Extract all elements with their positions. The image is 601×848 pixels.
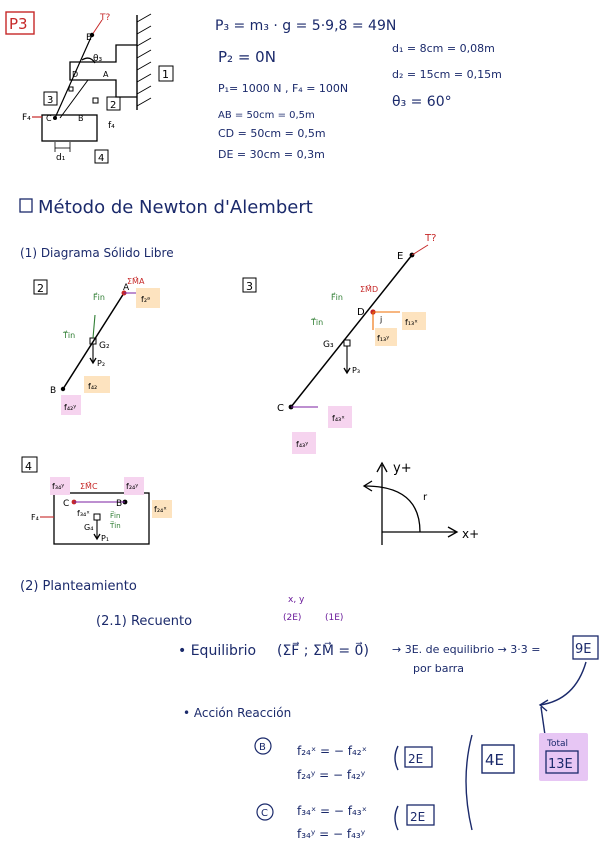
svg-text:DE = 30cm = 0,3m: DE = 30cm = 0,3m: [218, 148, 325, 161]
svg-text:f₁₃ʸ: f₁₃ʸ: [377, 334, 390, 343]
svg-text:4: 4: [25, 460, 32, 473]
svg-text:B: B: [116, 499, 123, 509]
svg-text:P₃ = m₃ · g = 5·9,8 = 49N: P₃ = m₃ · g = 5·9,8 = 49N: [215, 18, 397, 34]
svg-text:E: E: [86, 33, 92, 43]
svg-text:13E: 13E: [548, 757, 573, 772]
svg-text:1: 1: [162, 68, 169, 81]
svg-text:3: 3: [47, 95, 54, 106]
svg-text:T?: T?: [425, 233, 437, 244]
svg-text:f₄₂ʸ: f₄₂ʸ: [64, 403, 77, 412]
given-data: [215, 18, 502, 161]
svg-text:P₂: P₂: [97, 359, 106, 368]
svg-text:P₁= 1000 N , F₄ = 100N: P₁= 1000 N , F₄ = 100N: [218, 82, 349, 95]
svg-text:f₁₃ˣ: f₁₃ˣ: [405, 318, 418, 327]
svg-text:T⃗in: T⃗in: [311, 318, 324, 327]
axes-convention: [364, 461, 479, 545]
svg-text:f₃₄ʸ = − f₄₃ʸ: f₃₄ʸ = − f₄₃ʸ: [297, 827, 366, 841]
arrows-to-total: [540, 662, 586, 735]
svg-text:θ₃ = 60°: θ₃ = 60°: [392, 94, 452, 110]
subsection-2-1: (2.1) Recuento: [96, 614, 193, 629]
svg-text:P₂ = 0N: P₂ = 0N: [218, 48, 276, 66]
problem-tag: [6, 12, 34, 34]
svg-text:C: C: [63, 499, 70, 509]
svg-text:F⃗in: F⃗in: [93, 293, 105, 302]
svg-text:T⃗in: T⃗in: [110, 522, 121, 530]
svg-text:P3: P3: [9, 15, 28, 33]
svg-text:B: B: [50, 386, 57, 396]
svg-text:C: C: [261, 808, 268, 819]
svg-text:P₃: P₃: [352, 366, 361, 375]
svg-text:T?: T?: [100, 13, 111, 23]
svg-text:x+: x+: [462, 527, 480, 541]
svg-text:f₂ᵃ: f₂ᵃ: [141, 295, 151, 304]
svg-text:f₄₂: f₄₂: [88, 382, 98, 391]
section-title: [20, 197, 313, 218]
svg-text:2E: 2E: [408, 752, 424, 766]
svg-text:Método de Newton d'Alembert: Método de Newton d'Alembert: [38, 197, 313, 218]
svg-text:2: 2: [110, 100, 117, 111]
svg-text:f₂₄ʸ = − f₄₂ʸ: f₂₄ʸ = − f₄₂ʸ: [297, 768, 366, 782]
svg-text:B: B: [259, 742, 266, 753]
svg-text:E: E: [397, 251, 404, 262]
svg-text:Total: Total: [547, 739, 569, 749]
svg-text:y+: y+: [393, 461, 412, 476]
svg-text:2: 2: [37, 282, 44, 295]
fbd-bar-4: [22, 457, 172, 544]
svg-text:x, y: x, y: [288, 595, 305, 605]
svg-text:(ΣF⃗ ; ΣM⃗ = 0⃗): (ΣF⃗ ; ΣM⃗ = 0⃗): [277, 643, 369, 659]
svg-text:G₄: G₄: [84, 523, 94, 532]
svg-text:B: B: [78, 114, 84, 123]
svg-text:• Acción Reacción: • Acción Reacción: [183, 706, 292, 720]
svg-text:θ₃: θ₃: [93, 54, 103, 64]
svg-text:9E: 9E: [575, 642, 592, 657]
svg-text:C: C: [277, 403, 284, 414]
svg-text:P₁: P₁: [101, 534, 110, 543]
svg-text:G₃: G₃: [323, 340, 334, 350]
svg-text:F₄: F₄: [31, 513, 39, 522]
svg-text:→ 3E. de equilibrio → 3·3 =: → 3E. de equilibrio → 3·3 =: [392, 643, 541, 656]
svg-text:F₄: F₄: [22, 113, 31, 123]
svg-text:f₄₃ˣ: f₄₃ˣ: [332, 414, 345, 423]
svg-text:ΣM⃗C: ΣM⃗C: [80, 482, 98, 491]
svg-text:2E: 2E: [410, 810, 426, 824]
svg-text:A: A: [103, 70, 109, 79]
subsection-2: (2) Planteamiento: [20, 579, 137, 594]
svg-text:f₂₄ʸ: f₂₄ʸ: [126, 482, 139, 491]
fbd-bar-2: [34, 276, 160, 415]
svg-text:3: 3: [246, 280, 253, 293]
svg-text:(1E): (1E): [325, 613, 344, 623]
svg-text:(2E): (2E): [283, 613, 302, 623]
svg-text:D: D: [357, 307, 365, 318]
svg-text:4E: 4E: [485, 751, 505, 769]
svg-text:por barra: por barra: [413, 662, 465, 675]
action-reaction-block: [183, 706, 514, 841]
svg-text:D: D: [72, 70, 79, 79]
equilibrium-row: [178, 595, 598, 675]
svg-text:F⃗in: F⃗in: [110, 512, 121, 520]
svg-text:ΣM⃗A: ΣM⃗A: [127, 277, 145, 286]
svg-text:d₁ = 8cm = 0,08m: d₁ = 8cm = 0,08m: [392, 42, 495, 55]
svg-text:A: A: [123, 283, 130, 293]
svg-text:j: j: [380, 315, 383, 324]
svg-text:r: r: [423, 492, 428, 503]
svg-text:T⃗in: T⃗in: [63, 331, 76, 340]
svg-text:• Equilibrio: • Equilibrio: [178, 643, 257, 659]
mechanism-sketch: [22, 13, 173, 164]
svg-text:f₃₄ˣ: f₃₄ˣ: [77, 509, 90, 518]
svg-text:f₂₄ˣ = − f₄₂ˣ: f₂₄ˣ = − f₄₂ˣ: [297, 744, 367, 758]
fbd-bar-3: [243, 233, 436, 454]
svg-text:C: C: [46, 114, 52, 123]
svg-text:f₃₄ʸ: f₃₄ʸ: [52, 482, 65, 491]
svg-text:f₃₄ˣ = − f₄₃ˣ: f₃₄ˣ = − f₄₃ˣ: [297, 804, 367, 818]
svg-text:G₂: G₂: [99, 341, 110, 351]
svg-text:ΣM⃗D: ΣM⃗D: [360, 285, 379, 294]
svg-text:CD = 50cm = 0,5m: CD = 50cm = 0,5m: [218, 127, 326, 140]
svg-text:d₂ = 15cm = 0,15m: d₂ = 15cm = 0,15m: [392, 68, 502, 81]
svg-text:4: 4: [98, 153, 105, 164]
total-box: [539, 733, 588, 781]
svg-text:AB = 50cm = 0,5m: AB = 50cm = 0,5m: [218, 110, 315, 121]
subsection-1: (1) Diagrama Sólido Libre: [20, 246, 174, 260]
svg-text:f₂₄ˣ: f₂₄ˣ: [154, 505, 167, 514]
svg-text:f₄: f₄: [108, 121, 115, 131]
svg-text:f₄₃ʸ: f₄₃ʸ: [296, 440, 309, 449]
svg-text:d₁: d₁: [56, 153, 66, 163]
svg-text:F⃗in: F⃗in: [331, 293, 343, 302]
